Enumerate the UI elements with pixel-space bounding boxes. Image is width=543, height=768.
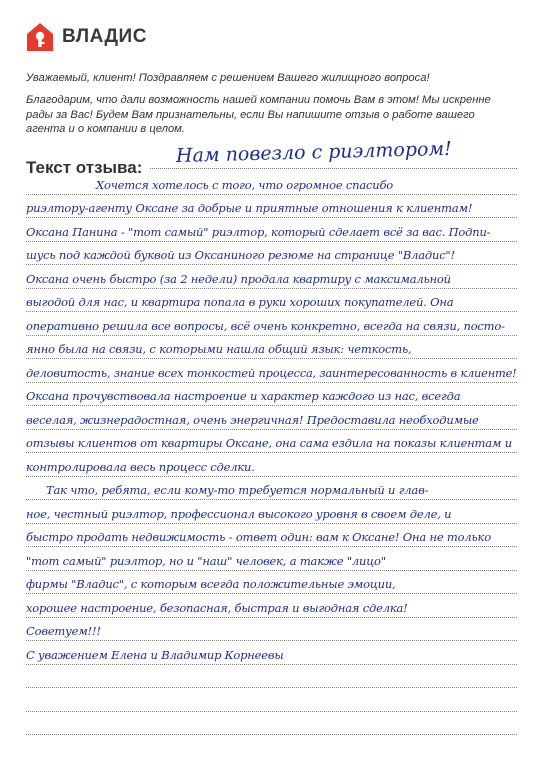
writing-line [26,618,517,642]
writing-line [26,594,517,618]
handwritten-line-text: оперативно решила все вопросы, всё очень конкретно, всегда на связи, посто- [26,318,505,333]
writing-line [26,453,517,477]
handwritten-line-text: Так что, ребята, если кому-то требуется нормальный и глав- [46,483,429,497]
writing-line [26,312,517,336]
handwritten-line-text: янно была на связи, с которыми нашла общий язык: четкость, [26,342,412,356]
handwritten-line-text: ное, честный риэлтор, профессионал высокого уровня в своем деле, и [26,506,452,521]
writing-line [26,641,517,665]
handwritten-line-text: Советуем!!! [26,624,101,638]
writing-line [26,218,517,242]
handwritten-line-text: контролировала весь процесс сделки. [26,459,255,474]
handwritten-line-text: хорошее настроение, безопасная, быстрая и выгодная сделка! [26,600,408,615]
writing-line [26,195,517,219]
writing-line [26,171,517,195]
handwritten-line-text: веселая, жизнерадостная, очень энергичная! Предоставила необходимые [26,412,479,427]
writing-line [26,383,517,407]
review-title: Нам повезло с риэлтором! [175,137,453,167]
writing-line [26,336,517,360]
writing-line [26,571,517,595]
handwritten-line-text: Оксана Панина - "тот самый" риэлтор, который сделает всё за вас. Подпи- [26,224,491,239]
brand-logo [26,22,147,52]
writing-line [26,524,517,548]
handwritten-line-text: "тот самый" риэлтор, но и "наш" человек, а также "лицо" [26,553,386,568]
intro-greeting: Уважаемый, клиент! Поздравляем с решением Вашего жилищного вопроса! [26,72,430,84]
writing-line [26,712,517,736]
writing-line [26,265,517,289]
handwritten-line-text: Оксана прочувствовала настроение и характер каждого из нас, всегда [26,389,461,403]
house-key-icon [26,22,54,52]
writing-line [26,477,517,501]
handwritten-line-text: Оксана очень быстро (за 2 недели) продала квартиру с максимальной [26,271,451,286]
handwritten-line-text: Хочется хотелось с того, что огромное спасибо [96,177,394,192]
writing-line [26,242,517,266]
handwritten-line-text: отзывы клиентов от квартиры Оксане, она сама ездила на показы клиентам и [26,436,512,450]
writing-line [26,500,517,524]
writing-line [26,359,517,383]
handwritten-line-text: риэлтору-агенту Оксане за добрые и приятные отношения к клиентам! [26,201,473,215]
intro-thanks: Благодарим, что дали возможность нашей компании помочь Вам в этом! Мы искренне рады за Вас! Будем Вам признательны, если Вы напишите отзыв о работе вашего агента и о компании в целом. [26,94,491,135]
writing-line [26,688,517,712]
writing-line [26,289,517,313]
handwritten-line-text: выгодой для нас, и квартира попала в руки хороших покупателей. Она [26,295,454,309]
handwritten-line-text: быстро продать недвижимость - ответ один: вам к Оксане! Она не только [26,530,491,544]
review-lines [26,171,517,735]
brand-name: ВЛАДИС [62,26,147,47]
writing-line [26,430,517,454]
handwritten-line-text: С уважением Елена и Владимир Корнеевы [26,647,284,662]
handwritten-line-text: фирмы "Владис", с которым всегда положительные эмоции, [26,577,396,591]
writing-line [26,665,517,689]
handwritten-line-text: шусь под каждой буквой из Оксаниного резюме на странице "Владис"! [26,248,455,262]
title-writing-line [150,168,517,169]
writing-line [26,406,517,430]
review-label: Текст отзыва: [26,158,143,177]
handwritten-line-text: деловитость, знание всех тонкостей процесса, заинтересованность в клиенте! [26,365,517,380]
writing-line [26,547,517,571]
